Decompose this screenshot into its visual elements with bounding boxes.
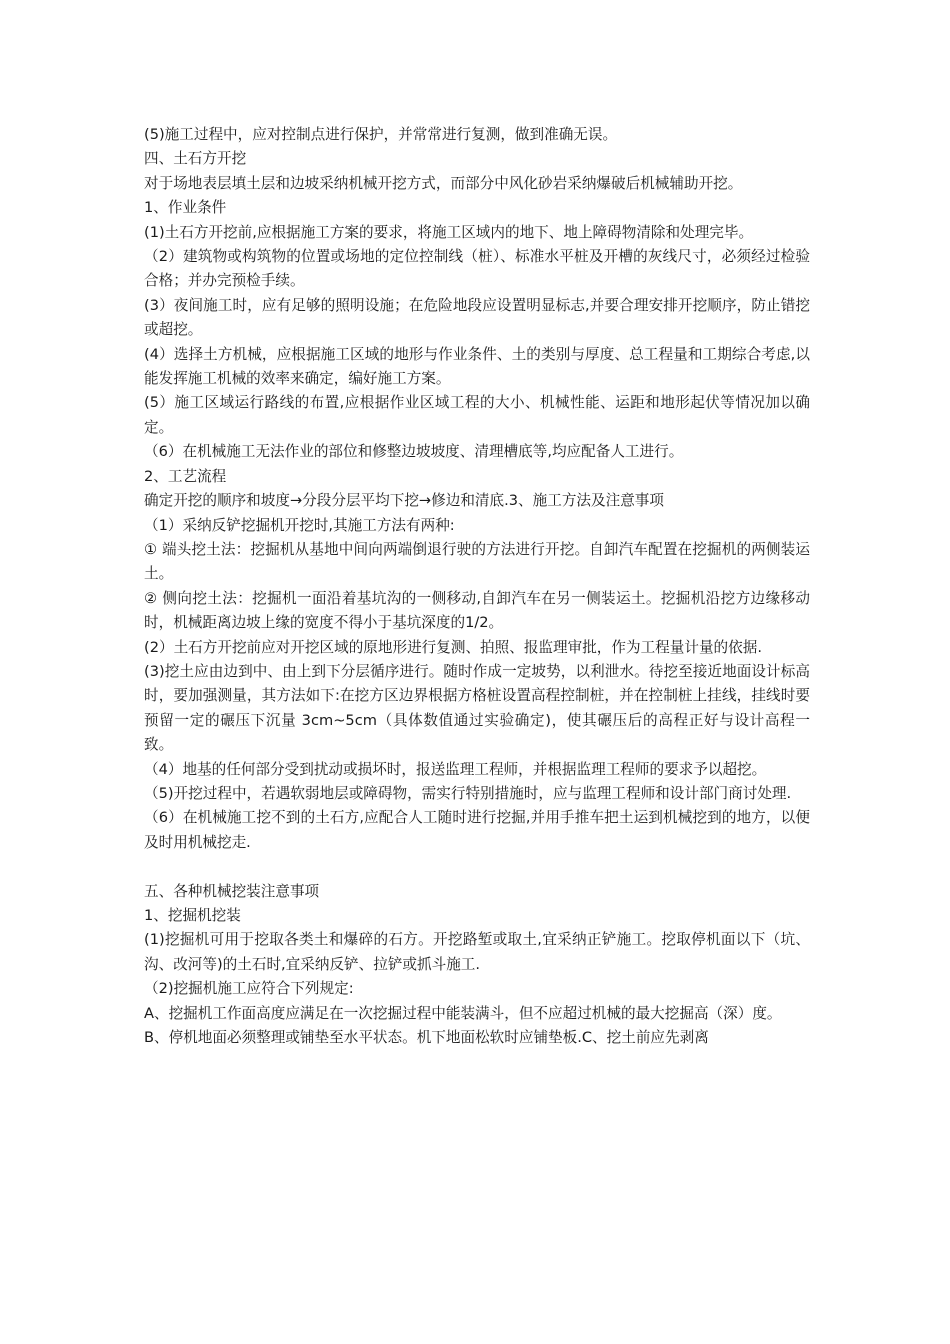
paragraph: (5)施工过程中，应对控制点进行保护，并常常进行复测，做到准确无误。 [144,126,618,143]
paragraph: （4）地基的任何部分受到扰动或损坏时，报送监理工程师，并根据监理工程师的要求予以超挖。 [144,760,767,778]
document-body [144,123,810,1050]
paragraph: （1）采纳反铲挖掘机开挖时,其施工方法有两种: [144,516,455,534]
paragraph: (1)挖掘机可用于挖取各类土和爆碎的石方。开挖路堑或取土,宜采纳正铲施工。挖取停机面以下（坑、沟、改河等)的土石时,宜采纳反铲、拉铲或抓斗施工. [144,931,810,973]
paragraph: ① 端头挖土法：挖掘机从基地中间向两端倒退行驶的方法进行开挖。自卸汽车配置在挖掘机的两侧装运土。 [144,540,810,583]
paragraph: （5)开挖过程中，若遇软弱地层或障碍物，需实行特别措施时，应与监理工程师和设计部门商讨处理. [144,784,792,802]
paragraph: (1)土石方开挖前,应根据施工方案的要求，将施工区域内的地下、地上障碍物清除和处理完毕。 [144,223,754,241]
paragraph: 对于场地表层填土层和边坡采纳机械开挖方式，而部分中风化砂岩采纳爆破后机械辅助开挖。 [144,174,743,192]
paragraph: (2）土石方开挖前应对开挖区域的原地形进行复测、拍照、报监理审批，作为工程量计量的依据. [144,638,762,656]
paragraph: A、挖掘机工作面高度应满足在一次挖掘过程中能装满斗，但不应超过机械的最大挖掘高（深）度。 [144,1004,782,1022]
paragraph: （2）建筑物或构筑物的位置或场地的定位控制线（桩）、标准水平桩及开槽的灰线尺寸，必须经过检验合格；并办完预检手续。 [144,248,810,290]
paragraph: ② 侧向挖土法：挖掘机一面沿着基坑沟的一侧移动,自卸汽车在另一侧装运土。挖掘机沿挖方边缘移动时，机械距离边坡上缘的宽度不得小于基坑深度的1/2。 [144,589,810,632]
subsection-heading: 2、工艺流程 [144,467,227,485]
paragraph: （6）在机械施工挖不到的土石方,应配合人工随时进行挖掘,并用手推车把土运到机械挖到的地方，以便及时用机械挖走. [144,809,810,851]
paragraph: 确定开挖的顺序和坡度→分段分层平均下挖→修边和清底.3、施工方法及注意事项 [144,492,664,510]
blank-line [144,855,810,879]
paragraph: B、停机地面必须整理或铺垫至水平状态。机下地面松软时应铺垫板.C、挖土前应先剥离 [144,1029,709,1047]
paragraph: (3）夜间施工时，应有足够的照明设施；在危险地段应设置明显标志,并要合理安排开挖顺序，防止错挖或超挖。 [144,296,810,339]
subsection-heading: 1、挖掘机挖装 [144,906,241,924]
paragraph: (3)挖土应由边到中、由上到下分层循序进行。随时作成一定坡势，以利泄水。待挖至接近地面设计标高时，要加强测量，其方法如下:在挖方区边界根据方格桩设置高程控制桩，并在控制桩上挂线，挂线时要预留一定的碾压下沉量 3cm~5cm（具体数值通过实验确定)，使其碾压后的高程正好与设计高程一致。 [144,662,810,754]
paragraph: (4）选择土方机械，应根据施工区域的地形与作业条件、土的类别与厚度、总工程量和工期综合考虑,以能发挥施工机械的效率来确定，编好施工方案。 [144,345,810,388]
paragraph: (5）施工区域运行路线的布置,应根据作业区域工程的大小、机械性能、运距和地形起伏等情况加以确定。 [144,394,810,436]
section-heading: 五、各种机械挖装注意事项 [144,882,320,900]
paragraph: （2)挖掘机施工应符合下列规定: [144,980,354,998]
paragraph: （6）在机械施工无法作业的部位和修整边坡坡度、清理槽底等,均应配备人工进行。 [144,443,684,461]
subsection-heading: 1、作业条件 [144,199,227,217]
section-heading: 四、土石方开挖 [144,150,247,168]
